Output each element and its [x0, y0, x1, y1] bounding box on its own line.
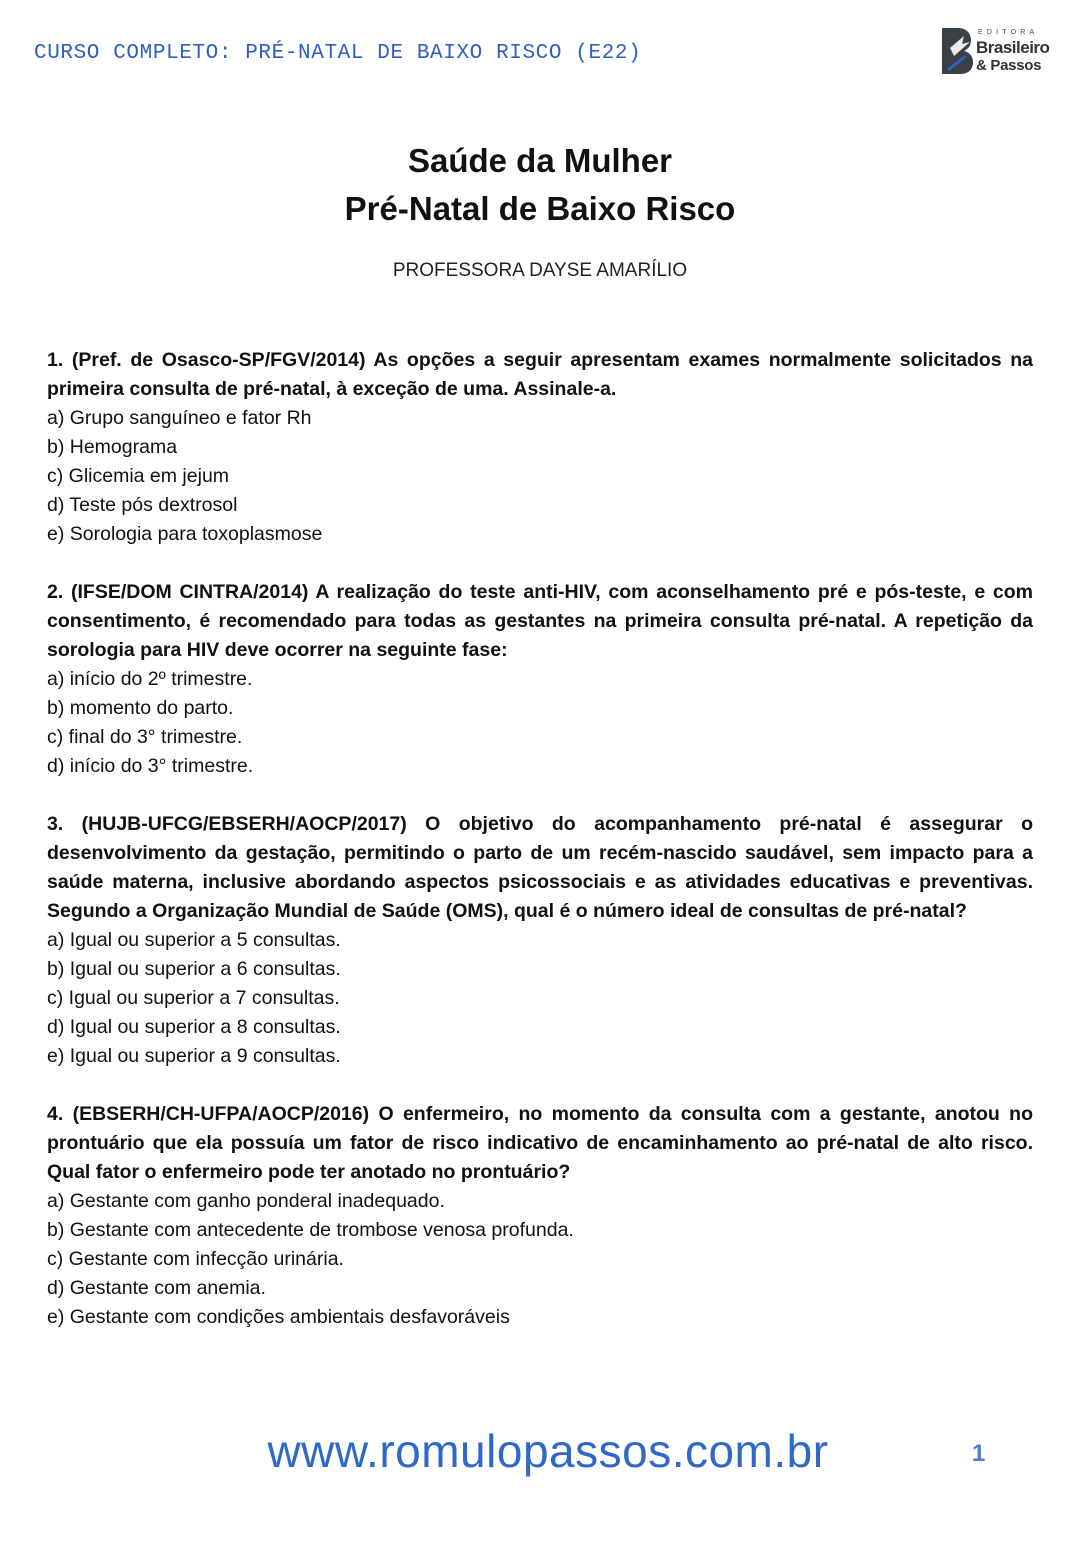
question-option: a) Igual ou superior a 5 consultas.: [47, 929, 341, 951]
question-stem: 4. (EBSERH/CH-UFPA/AOCP/2016) O enfermeiro, no momento da consulta com a gestante, anotou no prontuário que ela possuía um fator de risco indicativo de encaminhamento ao pré-natal de alto risco. Qual fator o enfermeiro pode ter anotado no prontuário?: [47, 1103, 1033, 1183]
question-option: a) início do 2º trimestre.: [47, 668, 253, 690]
question-option: c) final do 3° trimestre.: [47, 726, 243, 748]
question-option: d) Gestante com anemia.: [47, 1277, 266, 1299]
question-option: c) Igual ou superior a 7 consultas.: [47, 987, 340, 1009]
question-option: b) momento do parto.: [47, 697, 234, 719]
question-option: d) início do 3° trimestre.: [47, 755, 254, 777]
question-3: [47, 810, 1033, 1071]
logo-brand-line2: & Passos: [976, 57, 1042, 74]
question-stem: 1. (Pref. de Osasco-SP/FGV/2014) As opções a seguir apresentam exames normalmente solicitados na primeira consulta de pré-natal, à exceção de uma. Assinale-a.: [47, 349, 1033, 400]
document-title: Saúde da Mulher: [407, 142, 673, 179]
question-option: d) Igual ou superior a 8 consultas.: [47, 1016, 341, 1038]
question-4: [47, 1100, 1033, 1332]
question-option: c) Glicemia em jejum: [47, 465, 230, 487]
question-1: [47, 346, 1033, 549]
footer-website-link[interactable]: www.romulopassos.com.br: [267, 1425, 829, 1477]
course-header: CURSO COMPLETO: PRÉ-NATAL DE BAIXO RISCO (E22): [34, 42, 642, 65]
question-option: c) Gestante com infecção urinária.: [47, 1248, 344, 1270]
questions-list: [47, 346, 1033, 1361]
question-option: a) Gestante com ganho ponderal inadequado.: [47, 1190, 445, 1212]
question-option: d) Teste pós dextrosol: [47, 494, 238, 516]
publisher-logo-icon: [940, 26, 974, 76]
publisher-logo: [940, 26, 1050, 82]
page-number: 1: [972, 1440, 986, 1467]
question-option: e) Sorologia para toxoplasmose: [47, 523, 323, 545]
question-stem: 3. (HUJB-UFCG/EBSERH/AOCP/2017) O objetivo do acompanhamento pré-natal é assegurar o desenvolvimento da gestação, permitindo o parto de um recém-nascido saudável, sem impacto para a saúde materna, inclusive abordando aspectos psicossociais e as atividades educativas e preventivas. Segundo a Organização Mundial de Saúde (OMS), qual é o número ideal de consultas de pré-natal?: [47, 813, 1033, 922]
question-option: a) Grupo sanguíneo e fator Rh: [47, 407, 312, 429]
logo-brand-line1: Brasileiro: [976, 38, 1050, 57]
professor-name: PROFESSORA DAYSE AMARÍLIO: [392, 260, 688, 281]
question-option: e) Gestante com condições ambientais desfavoráveis: [47, 1306, 510, 1328]
question-stem: 2. (IFSE/DOM CINTRA/2014) A realização do teste anti-HIV, com aconselhamento pré e pós-teste, e com consentimento, é recomendado para todas as gestantes na primeira consulta pré-natal. A repetição da sorologia para HIV deve ocorrer na seguinte fase:: [47, 581, 1033, 661]
document-subtitle: Pré-Natal de Baixo Risco: [344, 190, 736, 227]
question-2: [47, 578, 1033, 781]
question-option: b) Igual ou superior a 6 consultas.: [47, 958, 341, 980]
logo-editora-text: EDITORA: [978, 29, 1039, 36]
question-option: b) Gestante com antecedente de trombose venosa profunda.: [47, 1219, 574, 1241]
question-option: b) Hemograma: [47, 436, 178, 458]
question-option: e) Igual ou superior a 9 consultas.: [47, 1045, 341, 1067]
